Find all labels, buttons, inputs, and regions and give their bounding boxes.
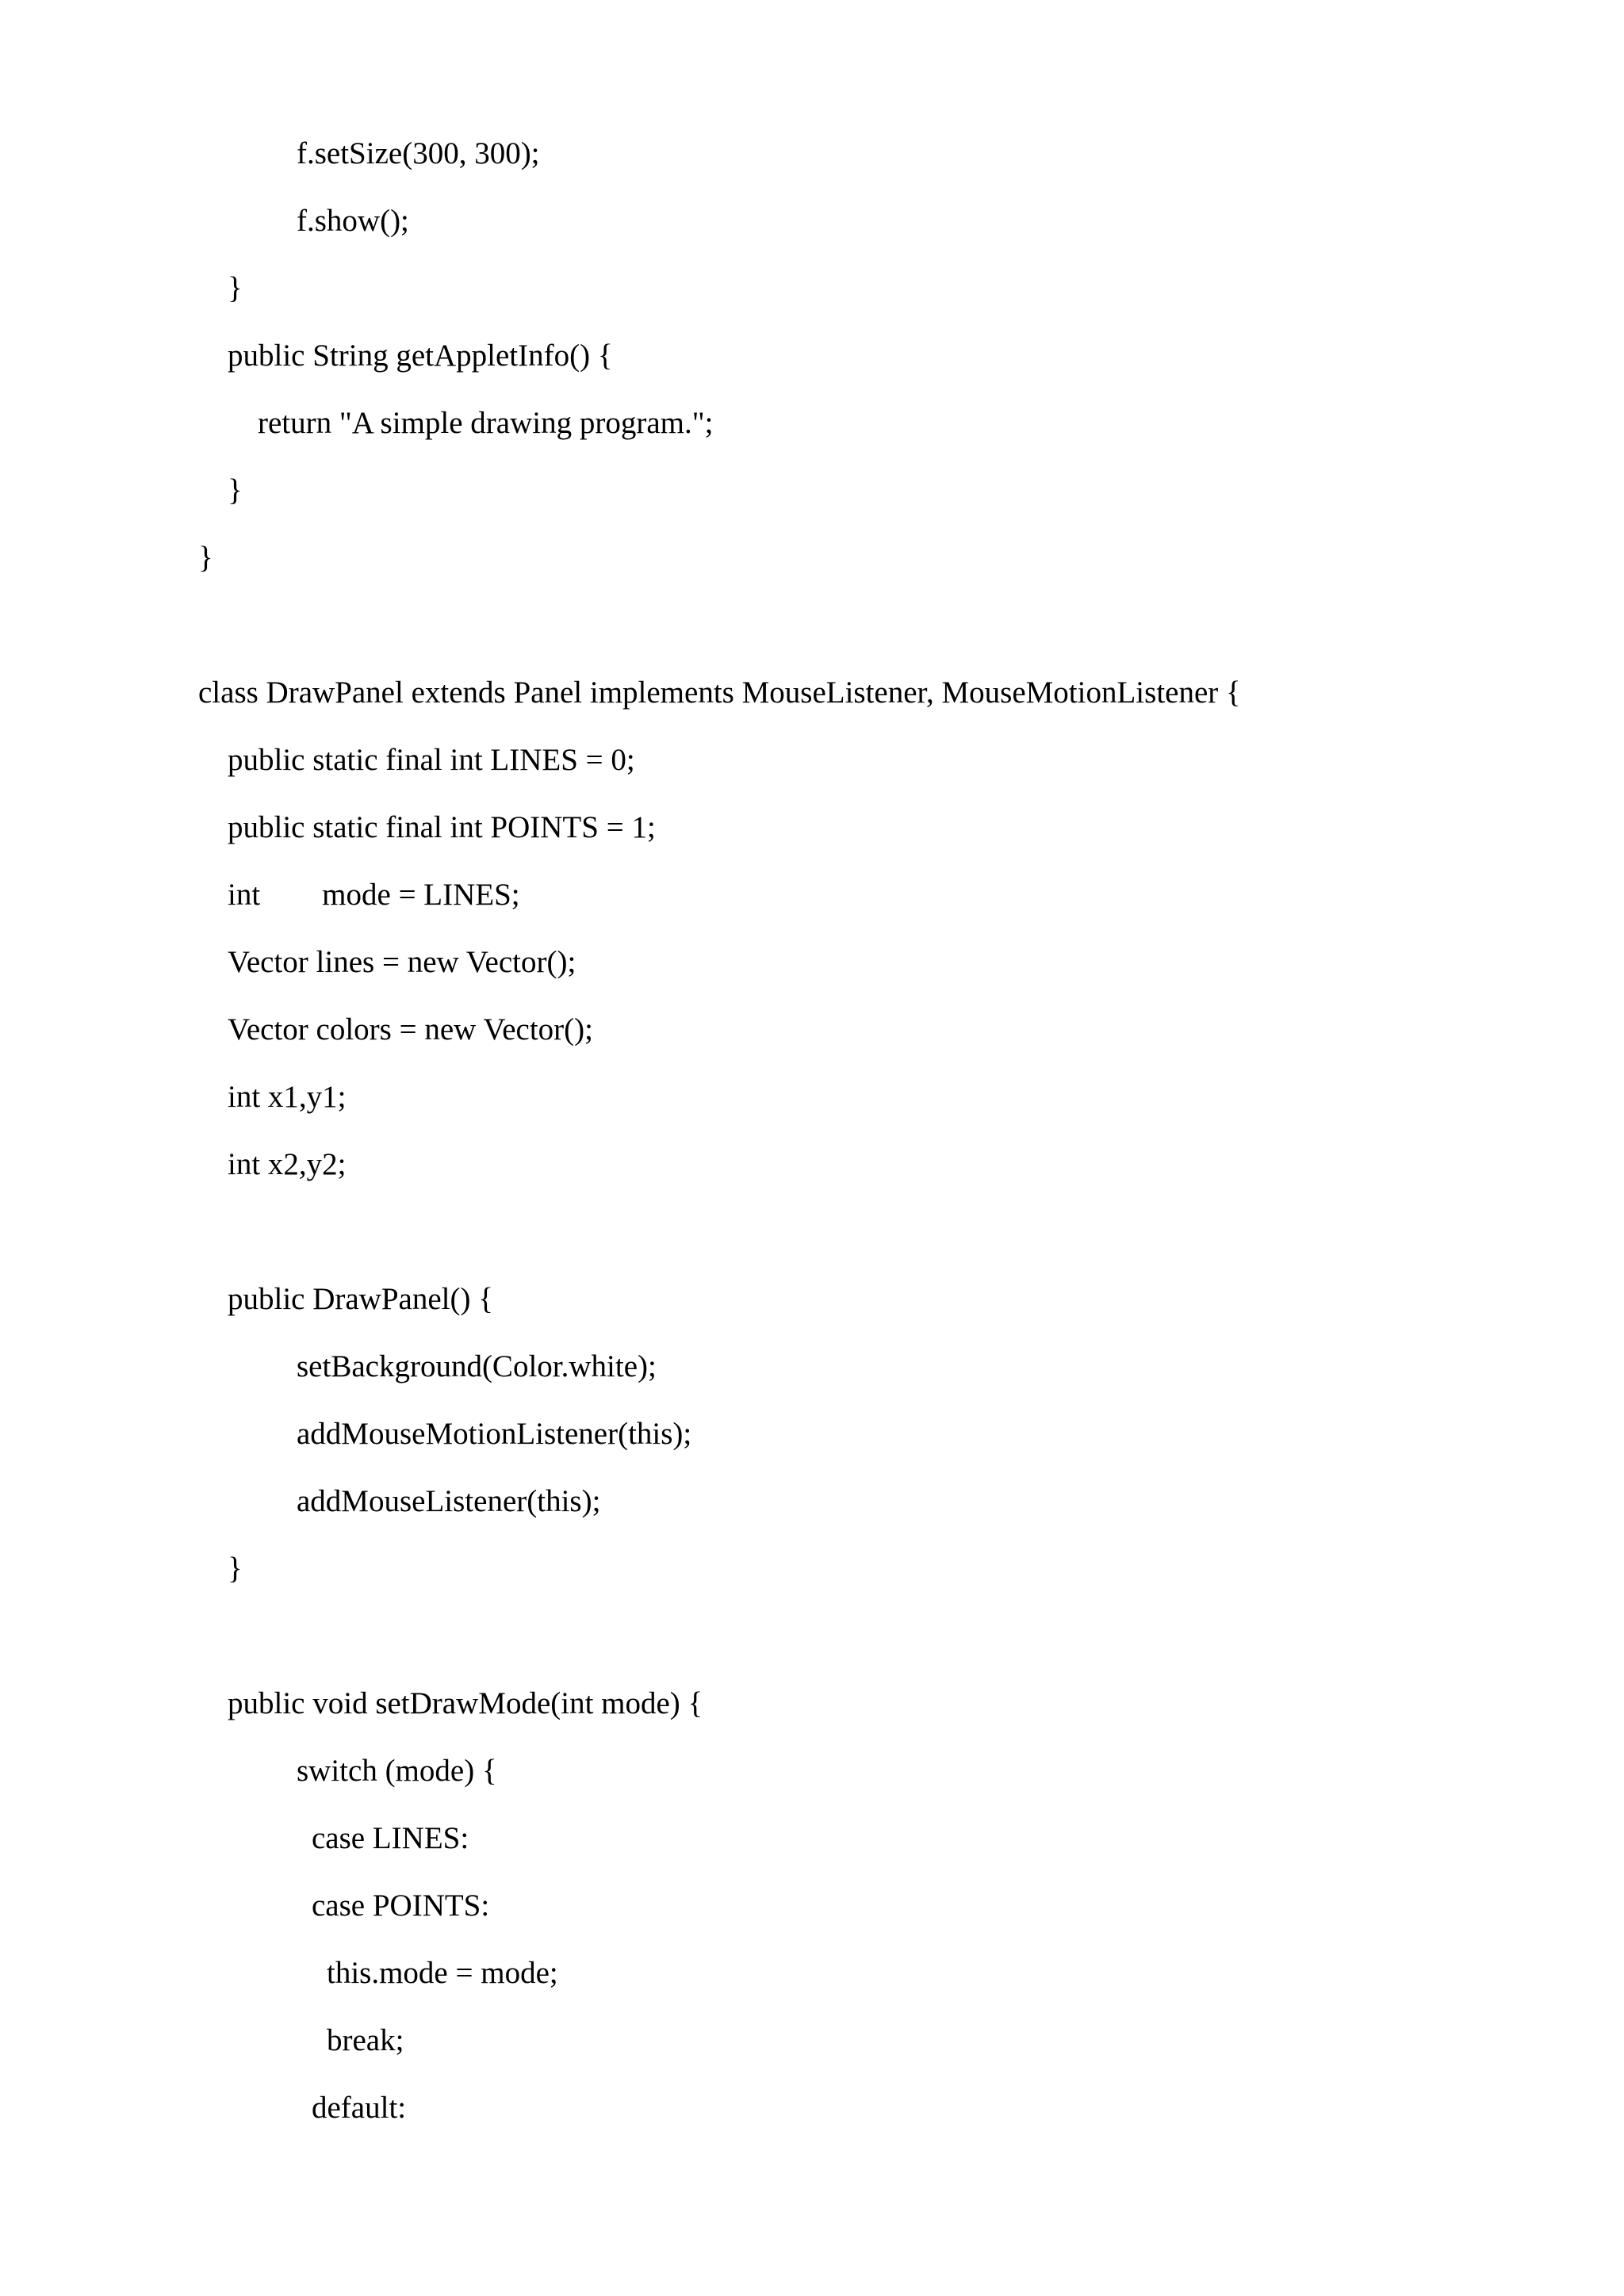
code-line: public static final int LINES = 0; [228, 743, 635, 777]
code-line: int x2,y2; [228, 1147, 347, 1181]
code-line: public static final int POINTS = 1; [228, 810, 656, 844]
code-line: f.setSize(300, 300); [297, 136, 540, 170]
code-line: } [228, 271, 243, 305]
code-line: public DrawPanel() { [228, 1282, 493, 1316]
code-line: case LINES: [312, 1821, 469, 1855]
code-line: setBackground(Color.white); [297, 1349, 657, 1383]
code-line: int mode = LINES; [228, 878, 520, 912]
code-line: public String getAppletInfo() { [228, 339, 613, 373]
code-line: addMouseListener(this); [297, 1484, 601, 1518]
code-line: return "A simple drawing program."; [258, 406, 714, 440]
code-line: switch (mode) { [297, 1754, 497, 1788]
code-line: f.show(); [297, 204, 409, 238]
code-line: this.mode = mode; [327, 1956, 558, 1990]
code-line: int x1,y1; [228, 1080, 347, 1114]
code-line: case POINTS: [312, 1888, 490, 1923]
code-line: break; [327, 2023, 404, 2057]
code-line: public void setDrawMode(int mode) { [228, 1686, 703, 1720]
code-line: addMouseMotionListener(this); [297, 1417, 692, 1451]
code-line: } [228, 473, 243, 507]
code-line: default: [312, 2091, 407, 2125]
code-line: class DrawPanel extends Panel implements MouseListener, MouseMotionListener { [198, 675, 1241, 710]
code-line: } [198, 541, 213, 575]
code-line: } [228, 1552, 243, 1586]
code-line: Vector colors = new Vector(); [228, 1012, 593, 1047]
code-line: Vector lines = new Vector(); [228, 945, 576, 979]
